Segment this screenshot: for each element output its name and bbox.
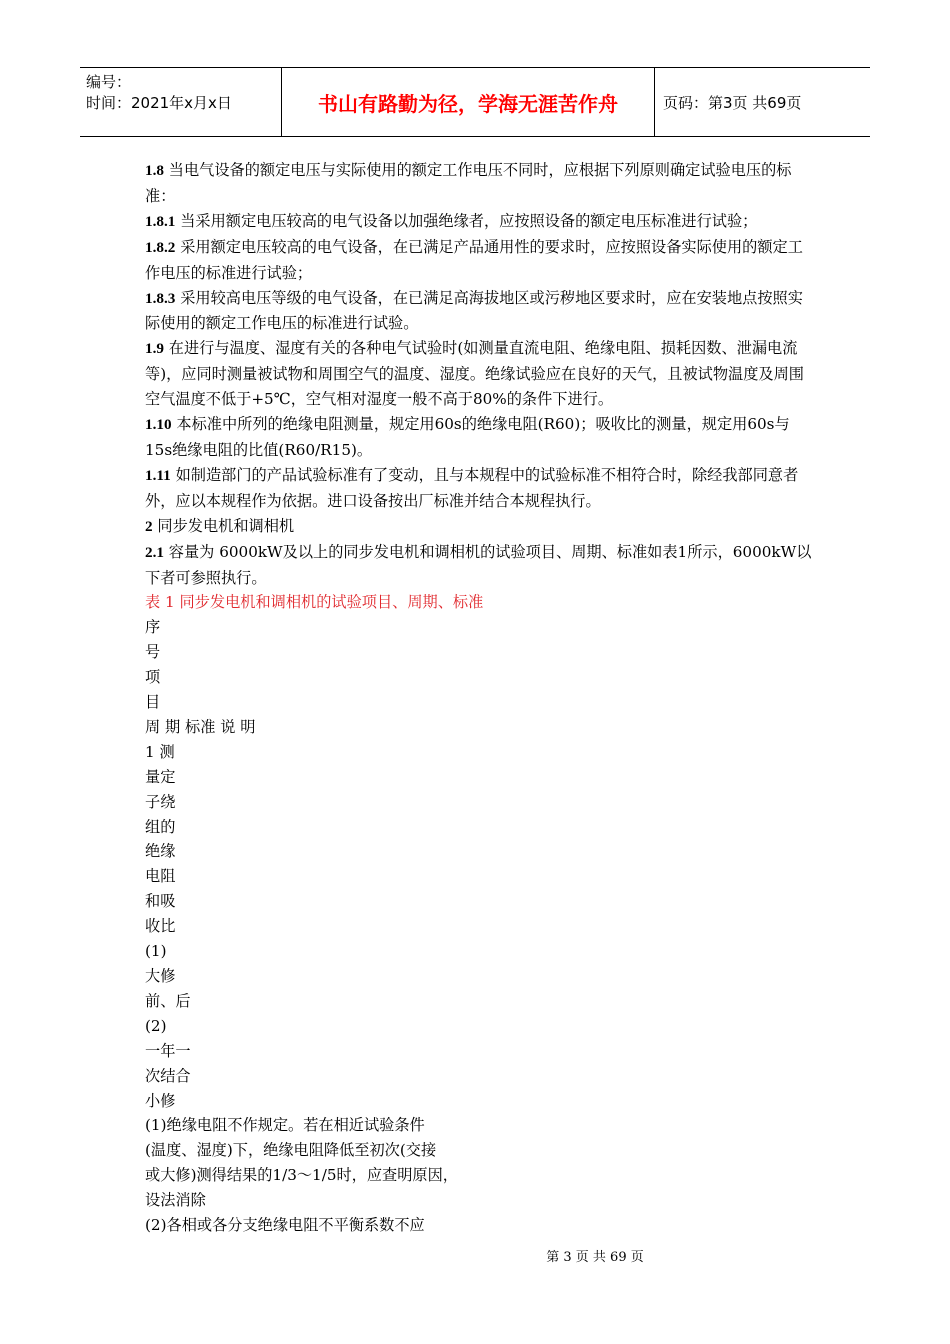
table-text-line: 或大修)测得结果的1/3～1/5时，应查明原因， — [145, 1166, 458, 1185]
paragraph-1-11 — [145, 463, 815, 514]
paragraph-2-1 — [145, 540, 815, 591]
paragraph-1-8-3 — [145, 286, 815, 337]
document-body — [145, 158, 815, 1238]
table-text-line: 号 — [145, 643, 161, 662]
paragraph-1-8-1 — [145, 209, 815, 235]
table-text-line: 周 期 标准 说 明 — [145, 717, 256, 736]
paragraph-text: 如制造部门的产品试验标准有了变动，且与本规程中的试验标准不相符合时，除经我部同意者外，应以本规程作为依据。进口设备按出厂标准并结合本规程执行。 — [145, 465, 799, 510]
document-date: 时间：2021年x月x日 — [86, 94, 232, 112]
paragraph-text: 当采用额定电压较高的电气设备以加强绝缘者，应按照设备的额定电压标准进行试验； — [175, 211, 758, 230]
table-text-line: 量定 — [145, 767, 176, 786]
table-text-line: (1)绝缘电阻不作规定。若在相近试验条件 — [145, 1116, 425, 1135]
table-text-line: 电阻 — [145, 867, 176, 886]
table-text-line: 一年一 — [145, 1041, 191, 1060]
section-number: 1.9 — [145, 340, 164, 358]
paragraph-text: 采用较高电压等级的电气设备，在已满足高海拔地区或污秽地区要求时，应在安装地点按照实际使用的额定工作电压的标准进行试验。 — [145, 288, 803, 333]
section-number: 1.8.1 — [145, 212, 176, 230]
section-2-heading — [145, 514, 815, 540]
section-number: 1.8.2 — [145, 238, 176, 256]
page-footer — [0, 1246, 950, 1265]
table-caption: 表 1 同步发电机和调相机的试验项目、周期、标准 — [145, 593, 484, 612]
table-text-line: 目 — [145, 693, 161, 712]
header-motto: 书山有路勤为径，学海无涯苦作舟 — [282, 68, 655, 136]
section-number: 2 — [145, 517, 153, 535]
paragraph-text: 采用额定电压较高的电气设备，在已满足产品通用性的要求时，应按照设备实际使用的额定工作电压的标准进行试验； — [145, 237, 803, 282]
table-text-line: (2) — [145, 1016, 167, 1035]
table-content — [145, 615, 815, 1238]
paragraph-text: 在进行与温度、湿度有关的各种电气试验时(如测量直流电阻、绝缘电阻、损耗因数、泄漏电流等)，应同时测量被试物和周围空气的温度、湿度。绝缘试验应在良好的天气，且被试物温度及周围空气温度不低于+5℃，空气相对湿度一般不高于80%的条件下进行。 — [145, 339, 804, 409]
table-text-line: 次结合 — [145, 1066, 191, 1085]
section-title: 同步发电机和调相机 — [152, 516, 295, 535]
table-text-line: 设法消除 — [145, 1191, 206, 1210]
paragraph-text: 容量为 6000kW及以上的同步发电机和调相机的试验项目、周期、标准如表1所示，6000kW以下者可参照执行。 — [145, 542, 812, 587]
table-text-line: 项 — [145, 668, 161, 687]
table-text-line: (2)各相或各分支绝缘电阻不平衡系数不应 — [145, 1216, 425, 1235]
paragraph-text: 本标准中所列的绝缘电阻测量，规定用60s的绝缘电阻(R60)；吸收比的测量，规定用60s与15s绝缘电阻的比值(R60/R15)。 — [145, 415, 790, 459]
paragraph-1-8-2 — [145, 235, 815, 286]
table-text-line: 大修 — [145, 967, 176, 985]
paragraph-1-8 — [145, 158, 815, 209]
table-text-line: 小修 — [145, 1091, 176, 1110]
section-number: 2.1 — [145, 543, 164, 561]
section-number: 1.10 — [145, 416, 172, 434]
table-text-line: 和吸 — [145, 892, 176, 911]
paragraph-1-10 — [145, 412, 815, 463]
table-text-line: 1 测 — [145, 742, 175, 761]
table-text-line: 子绕 — [145, 792, 176, 811]
header-meta — [80, 68, 282, 136]
document-number-label: 编号： — [86, 73, 132, 91]
paragraph-text: 当电气设备的额定电压与实际使用的额定工作电压不同时，应根据下列原则确定试验电压的标准： — [145, 161, 792, 205]
page-header — [80, 67, 870, 137]
table-text-line: 前、后 — [145, 991, 191, 1010]
section-number: 1.8.3 — [145, 289, 176, 307]
paragraph-1-9 — [145, 336, 815, 412]
table-text-line: (温度、湿度)下，绝缘电阻降低至初次(交接 — [145, 1141, 437, 1160]
section-number: 1.11 — [145, 466, 171, 484]
section-number: 1.8 — [145, 162, 164, 179]
footer-page-number: 第 3 页 共 69 页 — [546, 1250, 644, 1265]
header-page-info: 页码：第3页 共69页 — [663, 93, 802, 112]
table-text-line: 收比 — [145, 917, 176, 936]
table-text-line: 组的 — [145, 817, 176, 836]
table-text-line: (1) — [145, 942, 167, 961]
table-text-line: 绝缘 — [145, 842, 176, 861]
table-text-line: 序 — [145, 618, 161, 637]
